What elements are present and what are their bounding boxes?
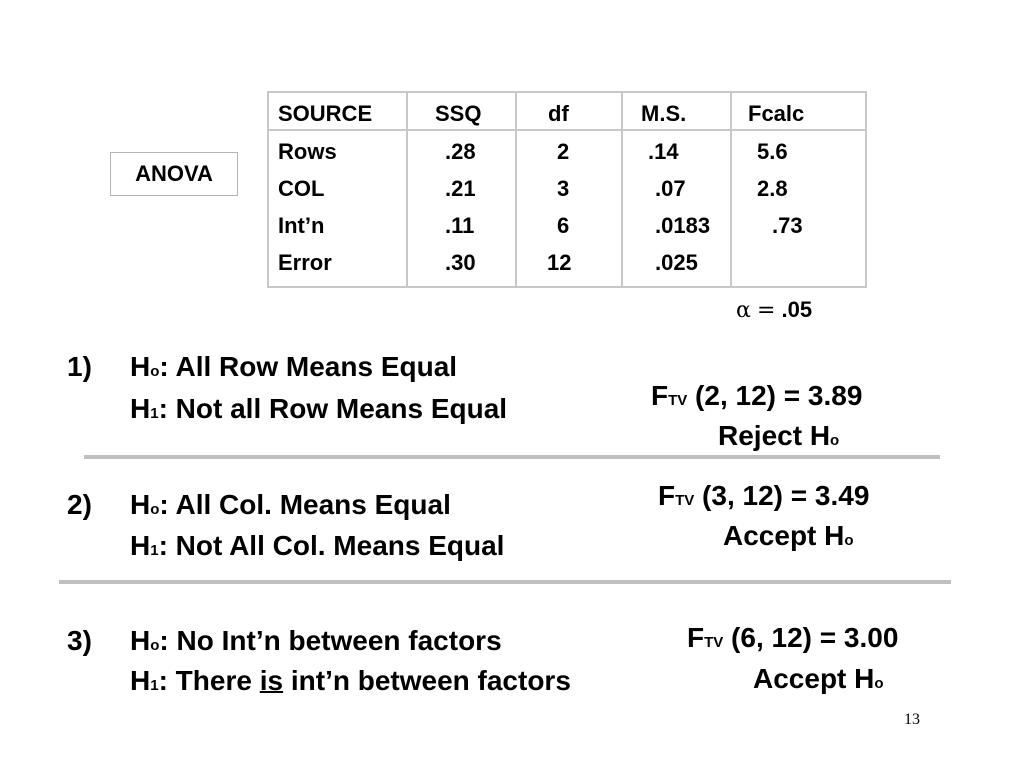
table-cell-source: Int’n [278, 213, 325, 238]
decision: Accept Ho [753, 663, 884, 694]
table-cell-source: Rows [278, 139, 337, 164]
table-cell-source: COL [278, 176, 325, 201]
table-column-divider [406, 93, 408, 286]
null-hypothesis: Ho: All Row Means Equal [130, 351, 458, 382]
table-cell-ms: .025 [655, 250, 698, 275]
alpha-equals: = [756, 298, 776, 323]
anova-table [267, 91, 867, 288]
decision: Reject Ho [718, 420, 840, 451]
table-column-divider [730, 93, 732, 286]
hypothesis-number: 2) [67, 489, 92, 520]
anova-label: ANOVA [110, 152, 238, 196]
table-cell-ssq: .21 [445, 176, 476, 201]
emphasis-underline: is [259, 665, 284, 696]
table-header-source: SOURCE [278, 101, 373, 126]
table-header-ssq: SSQ [435, 101, 482, 126]
alternative-hypothesis: H1: There is int’n between factors [130, 665, 571, 696]
slide-number: 13 [904, 711, 920, 728]
alternative-hypothesis: H1: Not All Col. Means Equal [130, 530, 505, 561]
table-cell-fcalc: 2.8 [757, 176, 788, 201]
table-header-divider [269, 129, 867, 131]
table-cell-df: 3 [557, 176, 570, 201]
table-cell-df: 6 [557, 213, 570, 238]
table-column-divider [621, 93, 623, 286]
null-hypothesis: Ho: All Col. Means Equal [130, 489, 451, 520]
section-divider [59, 580, 951, 584]
table-header-fcalc: Fcalc [748, 101, 805, 126]
table-cell-ssq: .28 [445, 139, 476, 164]
decision: Accept Ho [723, 520, 854, 551]
table-header-df: df [548, 101, 569, 126]
table-cell-fcalc: 5.6 [757, 139, 788, 164]
alpha-value: .05 [781, 297, 813, 322]
table-cell-ssq: .11 [445, 213, 475, 238]
table-cell-df: 12 [547, 250, 572, 275]
table-cell-source: Error [278, 250, 332, 275]
table-cell-ssq: .30 [445, 250, 476, 275]
alternative-hypothesis: H1: Not all Row Means Equal [130, 393, 508, 424]
table-cell-fcalc: .73 [772, 213, 803, 238]
null-hypothesis: Ho: No Int’n between factors [130, 625, 502, 656]
table-cell-ms: .14 [648, 139, 679, 164]
table-cell-ms: .0183 [655, 213, 711, 238]
table-cell-df: 2 [557, 139, 570, 164]
alpha-symbol: α [736, 298, 751, 323]
table-header-ms: M.S. [641, 101, 687, 126]
table-cell-ms: .07 [655, 176, 686, 201]
f-table-value: FTV (2, 12) = 3.89 [651, 380, 863, 411]
hypothesis-number: 1) [67, 351, 92, 382]
alpha-level [736, 297, 812, 324]
f-table-value: FTV (6, 12) = 3.00 [687, 622, 899, 653]
f-table-value: FTV (3, 12) = 3.49 [658, 480, 870, 511]
section-divider [84, 455, 940, 459]
hypothesis-number: 3) [67, 625, 92, 656]
table-column-divider [515, 93, 517, 286]
